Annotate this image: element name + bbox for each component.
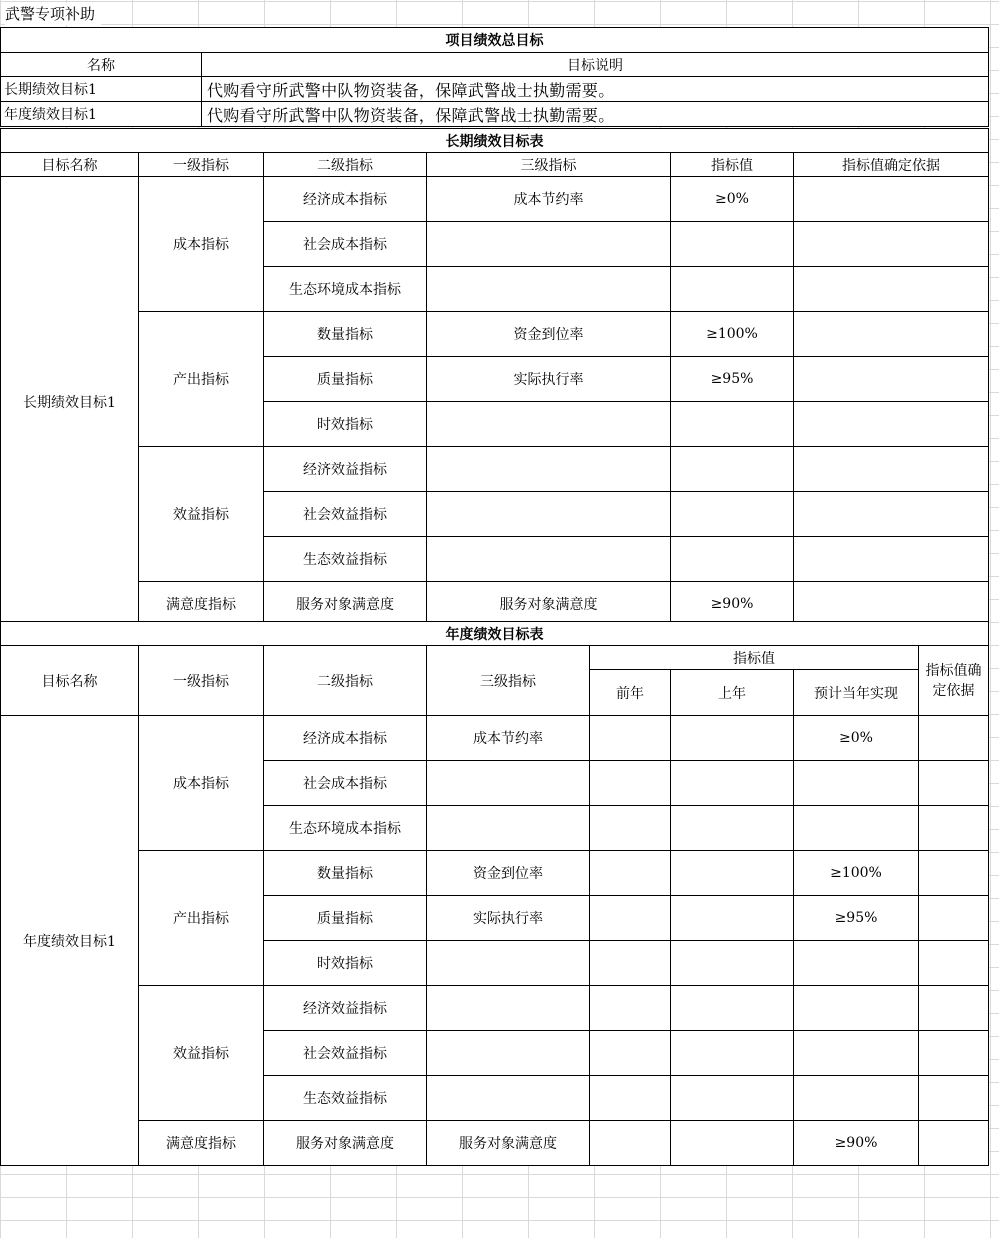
basis-cell xyxy=(919,1121,989,1166)
header-goal-name: 目标名称 xyxy=(1,153,139,177)
level3-cell: 实际执行率 xyxy=(427,896,590,941)
basis-cell xyxy=(794,177,989,222)
basis-cell xyxy=(919,761,989,806)
value-cell xyxy=(671,402,794,447)
level3-cell xyxy=(427,222,671,267)
level2-cell: 服务对象满意度 xyxy=(264,1121,427,1166)
level3-cell: 资金到位率 xyxy=(427,851,590,896)
basis-cell xyxy=(919,1076,989,1121)
header-value: 指标值 xyxy=(590,646,919,670)
prev2-cell xyxy=(590,851,671,896)
long-term-goal-name: 长期绩效目标1 xyxy=(1,177,139,627)
header-basis: 指标值确定依据 xyxy=(919,646,989,716)
level2-cell: 生态效益指标 xyxy=(264,1076,427,1121)
level2-cell: 经济效益指标 xyxy=(264,986,427,1031)
header-level3: 三级指标 xyxy=(427,153,671,177)
header-level2: 二级指标 xyxy=(264,153,427,177)
expected-cell xyxy=(794,806,919,851)
header-level2: 二级指标 xyxy=(264,646,427,716)
level3-cell xyxy=(427,402,671,447)
overall-row-name: 长期绩效目标1 xyxy=(1,77,202,102)
level1-cell: 效益指标 xyxy=(139,447,264,582)
level3-cell: 实际执行率 xyxy=(427,357,671,402)
header-prev2: 前年 xyxy=(590,670,671,716)
header-description: 目标说明 xyxy=(202,53,989,77)
level3-cell xyxy=(427,267,671,312)
prev1-cell xyxy=(671,761,794,806)
value-cell xyxy=(671,267,794,312)
prev1-cell xyxy=(671,1076,794,1121)
annual-goal-name: 年度绩效目标1 xyxy=(1,716,139,1166)
level3-cell xyxy=(427,1076,590,1121)
value-cell xyxy=(671,537,794,582)
basis-cell xyxy=(919,716,989,761)
level3-cell xyxy=(427,941,590,986)
header-prev1: 上年 xyxy=(671,670,794,716)
overall-row-description: 代购看守所武警中队物资装备，保障武警战士执勤需要。 xyxy=(202,77,989,102)
expected-cell xyxy=(794,1031,919,1076)
basis-cell xyxy=(794,312,989,357)
level1-cell: 产出指标 xyxy=(139,851,264,986)
overall-row-description: 代购看守所武警中队物资装备，保障武警战士执勤需要。 xyxy=(202,102,989,127)
level2-cell: 生态效益指标 xyxy=(264,537,427,582)
basis-cell xyxy=(794,222,989,267)
prev1-cell xyxy=(671,851,794,896)
header-level1: 一级指标 xyxy=(139,646,264,716)
level2-cell: 质量指标 xyxy=(264,357,427,402)
level3-cell: 成本节约率 xyxy=(427,177,671,222)
basis-cell xyxy=(919,941,989,986)
sheet-title: 武警专项补助 xyxy=(5,3,101,25)
prev2-cell xyxy=(590,941,671,986)
expected-cell xyxy=(794,941,919,986)
value-cell: ≥95% xyxy=(671,357,794,402)
header-goal-name: 目标名称 xyxy=(1,646,139,716)
expected-cell xyxy=(794,1076,919,1121)
expected-cell xyxy=(794,986,919,1031)
basis-cell xyxy=(919,986,989,1031)
basis-cell xyxy=(794,582,989,627)
basis-cell xyxy=(794,537,989,582)
prev2-cell xyxy=(590,986,671,1031)
level3-cell xyxy=(427,986,590,1031)
level3-cell: 服务对象满意度 xyxy=(427,1121,590,1166)
annual-goal-table xyxy=(0,621,989,1166)
level2-cell: 经济效益指标 xyxy=(264,447,427,492)
prev1-cell xyxy=(671,986,794,1031)
overall-row-name: 年度绩效目标1 xyxy=(1,102,202,127)
prev2-cell xyxy=(590,761,671,806)
level2-cell: 服务对象满意度 xyxy=(264,582,427,627)
level2-cell: 时效指标 xyxy=(264,402,427,447)
level1-cell: 满意度指标 xyxy=(139,582,264,627)
prev2-cell xyxy=(590,1121,671,1166)
value-cell: ≥90% xyxy=(671,582,794,627)
level3-cell: 资金到位率 xyxy=(427,312,671,357)
basis-cell xyxy=(794,357,989,402)
level2-cell: 数量指标 xyxy=(264,312,427,357)
level1-cell: 满意度指标 xyxy=(139,1121,264,1166)
value-cell xyxy=(671,222,794,267)
expected-cell: ≥95% xyxy=(794,896,919,941)
value-cell xyxy=(671,447,794,492)
header-basis: 指标值确定依据 xyxy=(794,153,989,177)
expected-cell: ≥100% xyxy=(794,851,919,896)
prev2-cell xyxy=(590,1076,671,1121)
prev1-cell xyxy=(671,1121,794,1166)
expected-cell: ≥0% xyxy=(794,716,919,761)
basis-cell xyxy=(794,267,989,312)
level3-cell xyxy=(427,761,590,806)
expected-cell xyxy=(794,761,919,806)
level3-cell xyxy=(427,1031,590,1076)
level3-cell xyxy=(427,537,671,582)
level1-cell: 产出指标 xyxy=(139,312,264,447)
prev1-cell xyxy=(671,941,794,986)
level3-cell xyxy=(427,806,590,851)
level3-cell xyxy=(427,492,671,537)
header-name: 名称 xyxy=(1,53,202,77)
value-cell xyxy=(671,492,794,537)
basis-cell xyxy=(919,851,989,896)
value-cell: ≥0% xyxy=(671,177,794,222)
level3-cell: 成本节约率 xyxy=(427,716,590,761)
expected-cell: ≥90% xyxy=(794,1121,919,1166)
prev1-cell xyxy=(671,896,794,941)
prev2-cell xyxy=(590,1031,671,1076)
level2-cell: 社会成本指标 xyxy=(264,222,427,267)
level1-cell: 成本指标 xyxy=(139,177,264,312)
header-level3: 三级指标 xyxy=(427,646,590,716)
prev2-cell xyxy=(590,806,671,851)
level2-cell: 生态环境成本指标 xyxy=(264,806,427,851)
level2-cell: 经济成本指标 xyxy=(264,716,427,761)
prev2-cell xyxy=(590,716,671,761)
level2-cell: 生态环境成本指标 xyxy=(264,267,427,312)
level2-cell: 经济成本指标 xyxy=(264,177,427,222)
overall-goal-table xyxy=(0,27,989,127)
level3-cell xyxy=(427,447,671,492)
prev1-cell xyxy=(671,806,794,851)
level2-cell: 社会效益指标 xyxy=(264,1031,427,1076)
header-level1: 一级指标 xyxy=(139,153,264,177)
long-term-goal-table xyxy=(0,128,989,627)
level2-cell: 社会成本指标 xyxy=(264,761,427,806)
value-cell: ≥100% xyxy=(671,312,794,357)
level3-cell: 服务对象满意度 xyxy=(427,582,671,627)
level1-cell: 效益指标 xyxy=(139,986,264,1121)
basis-cell xyxy=(919,896,989,941)
basis-cell xyxy=(794,402,989,447)
header-value: 指标值 xyxy=(671,153,794,177)
basis-cell xyxy=(919,806,989,851)
prev2-cell xyxy=(590,896,671,941)
level2-cell: 数量指标 xyxy=(264,851,427,896)
level2-cell: 时效指标 xyxy=(264,941,427,986)
prev1-cell xyxy=(671,1031,794,1076)
overall-goal-title: 项目绩效总目标 xyxy=(1,28,989,53)
long-term-table-title: 长期绩效目标表 xyxy=(1,129,989,153)
header-expected: 预计当年实现 xyxy=(794,670,919,716)
basis-cell xyxy=(794,492,989,537)
basis-cell xyxy=(794,447,989,492)
level1-cell: 成本指标 xyxy=(139,716,264,851)
annual-table-title: 年度绩效目标表 xyxy=(1,622,989,646)
level2-cell: 社会效益指标 xyxy=(264,492,427,537)
basis-cell xyxy=(919,1031,989,1076)
prev1-cell xyxy=(671,716,794,761)
level2-cell: 质量指标 xyxy=(264,896,427,941)
